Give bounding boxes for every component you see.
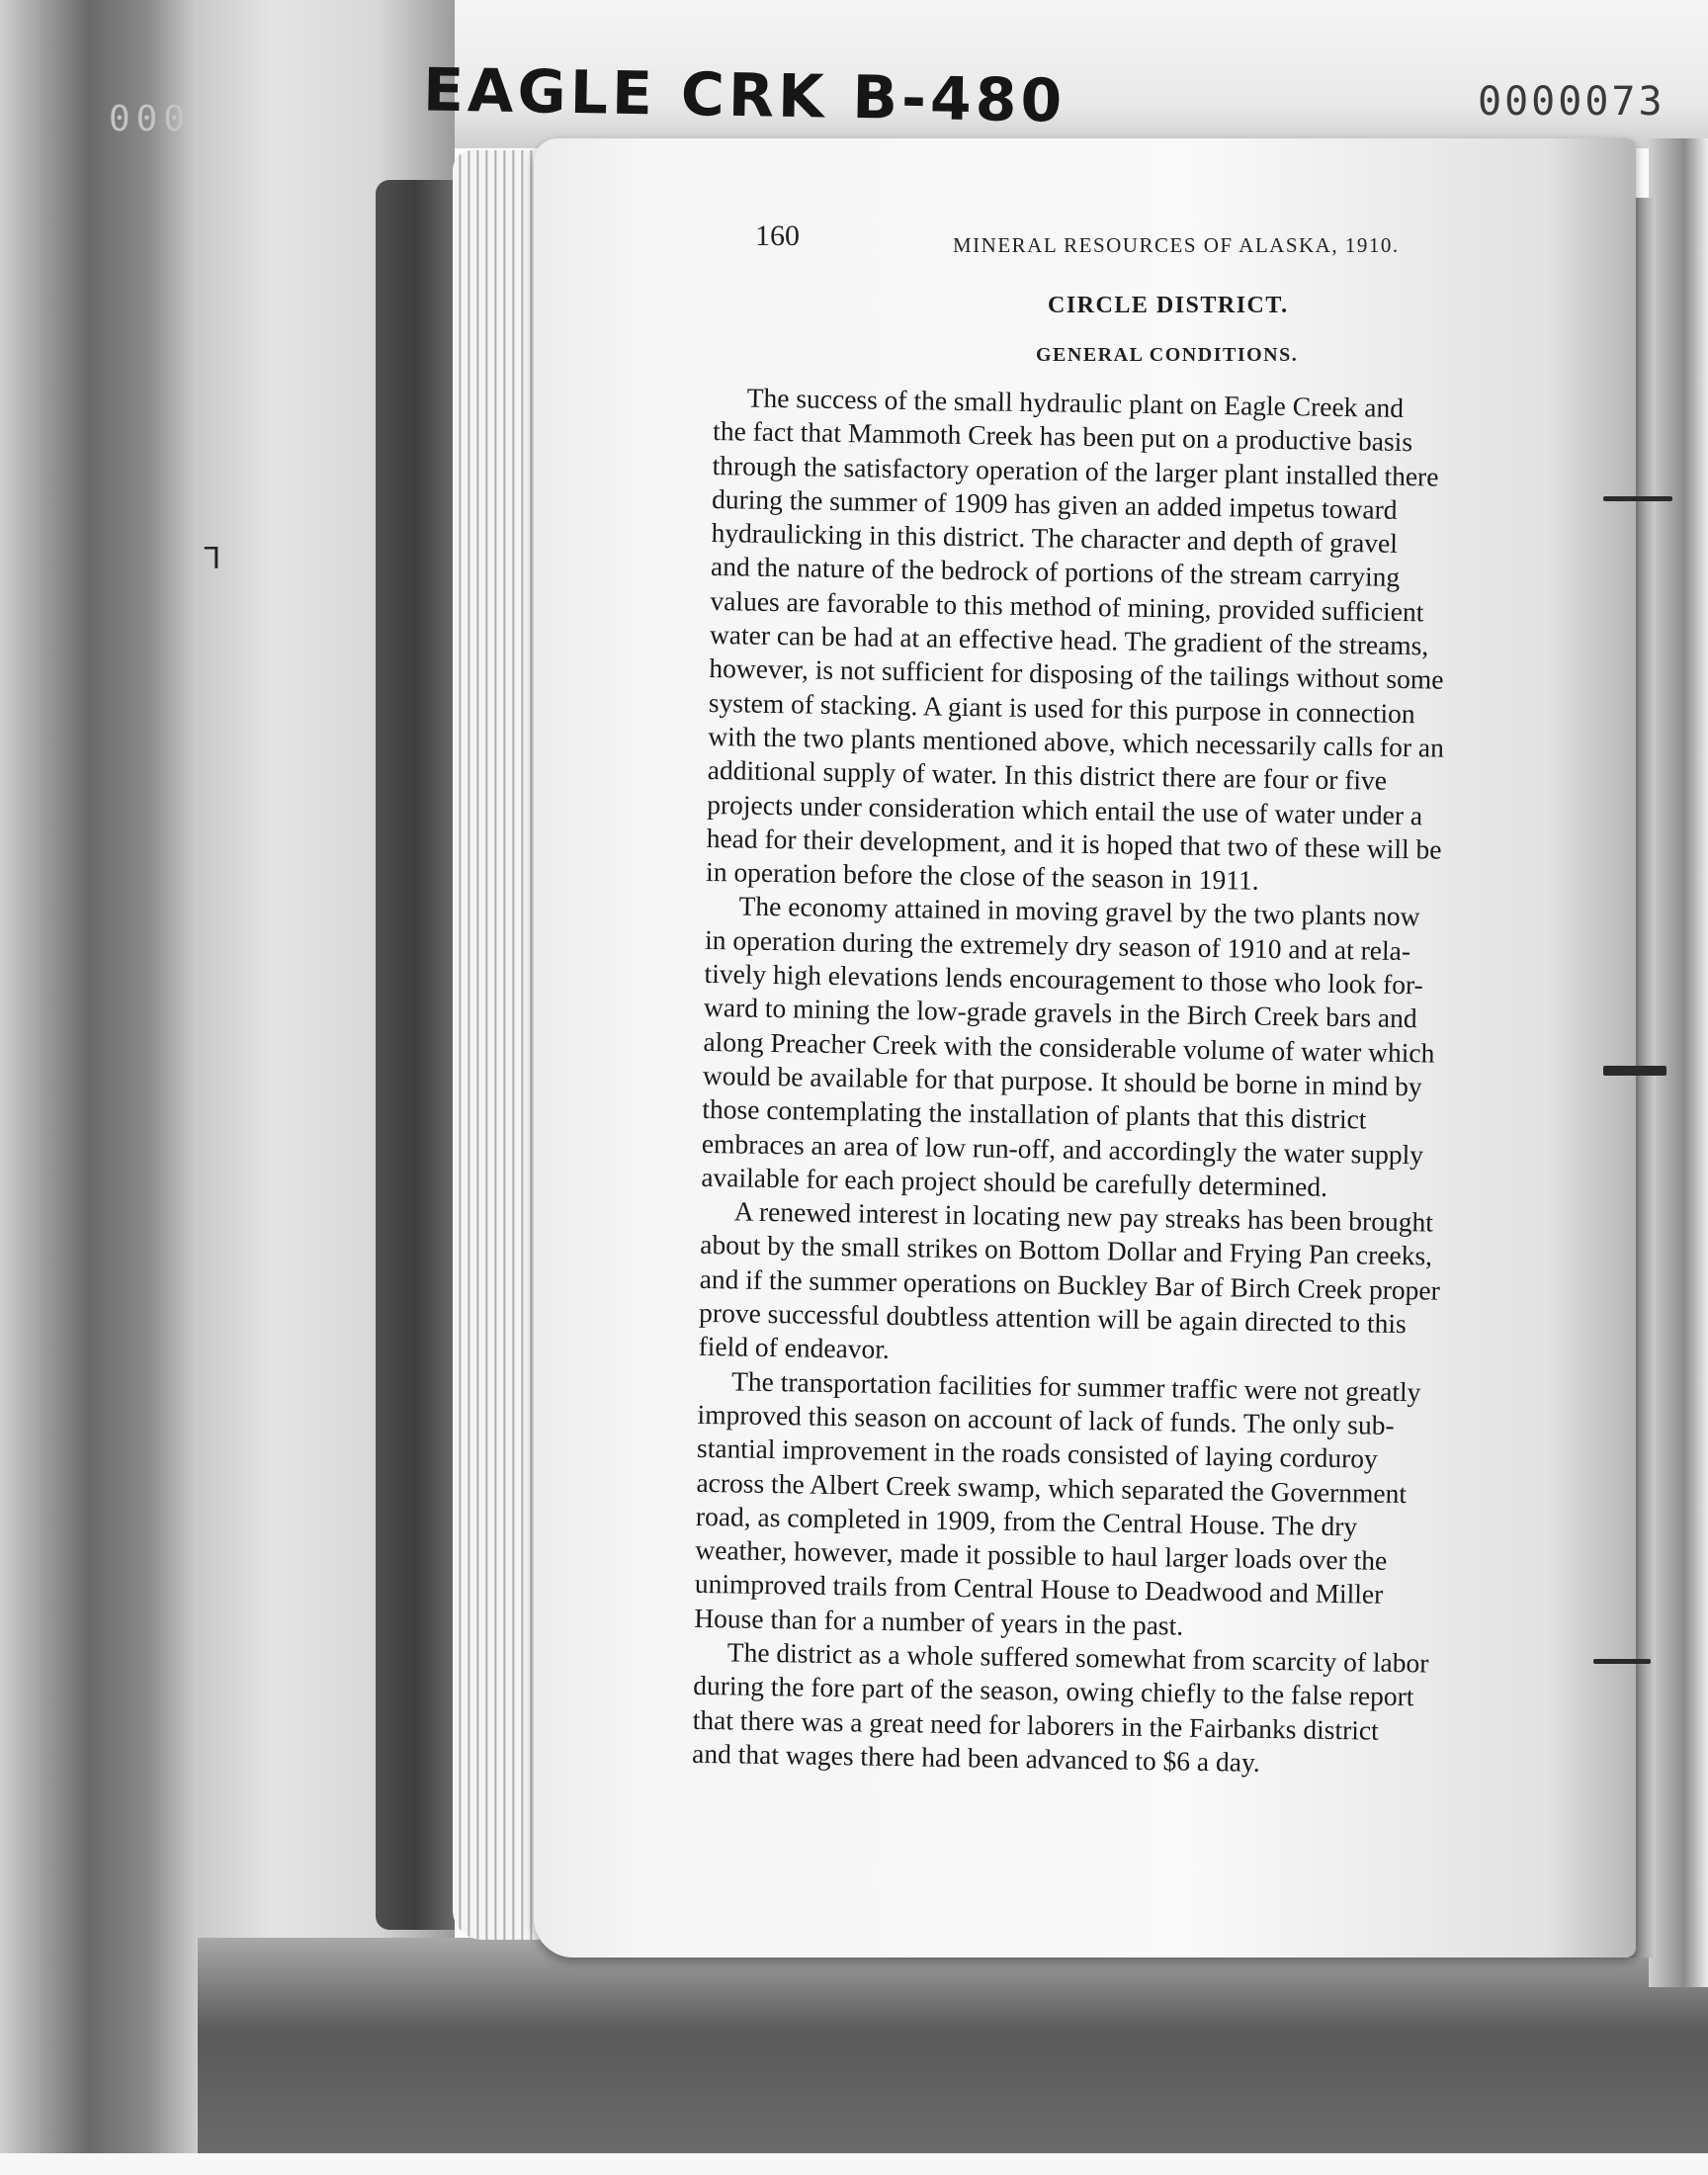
text-line: road, as completed in 1909, from the Central House. The dry bbox=[695, 1500, 1358, 1542]
document-number: 0000073 bbox=[1478, 79, 1665, 125]
text-line: hydraulicking in this district. The character and depth of gravel bbox=[711, 517, 1399, 560]
text-line: the fact that Mammoth Creek has been put on a productive basis bbox=[712, 415, 1413, 458]
text-line: about by the small strikes on Bottom Dollar and Frying Pan creeks, bbox=[700, 1229, 1433, 1271]
text-line: head for their development, and it is hoped that two of these will be bbox=[706, 822, 1442, 865]
handwritten-label: EAGLE CRK B-480 bbox=[422, 55, 1067, 136]
running-head: MINERAL RESOURCES OF ALASKA, 1910. bbox=[953, 233, 1400, 257]
text-line: however, is not sufficient for disposing of the tailings without some bbox=[709, 652, 1444, 696]
book-spine bbox=[376, 180, 455, 1930]
text-line: A renewed interest in locating new pay streaks has been brought bbox=[733, 1195, 1434, 1238]
paragraph bbox=[692, 1635, 1583, 1784]
scan-left-shadow bbox=[0, 0, 198, 2175]
text-line: unimproved trails from Central House to Deadwood and Miller bbox=[694, 1568, 1384, 1610]
text-line: that there was a great need for laborers in the Fairbanks district bbox=[692, 1703, 1380, 1746]
text-line: embraces an area of low run-off, and accordingly the water supply bbox=[701, 1127, 1424, 1170]
text-line: along Preacher Creek with the considerable volume of water which bbox=[703, 1025, 1435, 1069]
text-line: improved this season on account of lack of funds. The only sub- bbox=[697, 1398, 1395, 1440]
margin-mark bbox=[1603, 1066, 1666, 1076]
text-line: through the satisfactory operation of the larger plant installed there bbox=[712, 449, 1439, 492]
faint-stamp-number: 000 bbox=[109, 99, 192, 139]
page-number: 160 bbox=[755, 219, 800, 252]
text-line: in operation before the close of the season in 1911. bbox=[705, 856, 1259, 896]
text-line: projects under consideration which entail the use of water under a bbox=[707, 788, 1423, 830]
text-line: additional supply of water. In this district there are four or five bbox=[707, 754, 1388, 797]
text-line: stantial improvement in the roads consisted of laying corduroy bbox=[696, 1433, 1379, 1474]
text-line: and if the summer operations on Buckley Bar of Birch Creek proper bbox=[699, 1262, 1441, 1306]
text-line: values are favorable to this method of mining, provided sufficient bbox=[710, 584, 1424, 628]
text-line: water can be had at an effective head. The gradient of the streams, bbox=[709, 619, 1429, 661]
text-line: The economy attained in moving gravel by the two plants now bbox=[738, 890, 1420, 932]
text-line: across the Albert Creek swamp, which separated the Government bbox=[696, 1466, 1408, 1509]
text-line: would be available for that purpose. It should be borne in mind by bbox=[702, 1059, 1422, 1102]
text-line: in operation during the extremely dry season of 1910 and at rela- bbox=[704, 923, 1411, 966]
paragraph bbox=[701, 889, 1595, 1208]
text-line: field of endeavor. bbox=[698, 1331, 891, 1365]
text-line: weather, however, made it possible to haul larger loads over the bbox=[695, 1533, 1388, 1576]
margin-tick-mark: ᒣ bbox=[203, 542, 221, 576]
text-line: The transportation facilities for summer traffic were not greatly bbox=[730, 1365, 1421, 1407]
text-line: during the summer of 1909 has given an added impetus toward bbox=[711, 482, 1398, 525]
text-line: available for each project should be carefully determined. bbox=[701, 1161, 1328, 1202]
scan-bottom-shadow bbox=[198, 1938, 1708, 2175]
page-header bbox=[755, 219, 1447, 269]
paragraph bbox=[706, 381, 1603, 904]
text-line: prove successful doubtless attention will be again directed to this bbox=[698, 1296, 1407, 1340]
text-line: during the fore part of the season, owing chiefly to the false report bbox=[693, 1670, 1414, 1712]
margin-mark bbox=[1603, 496, 1672, 501]
paragraph bbox=[698, 1194, 1590, 1378]
scan-right-edge bbox=[1649, 138, 1708, 1987]
body-text bbox=[692, 381, 1603, 1784]
text-line: system of stacking. A giant is used for this purpose in connection bbox=[708, 686, 1415, 729]
paragraph bbox=[694, 1363, 1587, 1648]
text-line: ward to mining the low-grade gravels in the Birch Creek bars and bbox=[703, 992, 1417, 1034]
section-title: CIRCLE DISTRICT. bbox=[1048, 293, 1289, 318]
text-line: tively high elevations lends encouragement to those who look for- bbox=[704, 957, 1424, 1000]
scan-bottom-strip bbox=[0, 2153, 1708, 2175]
text-line: House than for a number of years in the past. bbox=[694, 1602, 1184, 1641]
text-line: and the nature of the bedrock of portions of the stream carrying bbox=[710, 551, 1401, 593]
text-line: The success of the small hydraulic plant on Eagle Creek and bbox=[746, 382, 1405, 423]
text-line: and that wages there had been advanced to $6 a day. bbox=[691, 1737, 1261, 1778]
text-line: those contemplating the installation of plants that this district bbox=[702, 1093, 1367, 1135]
text-line: The district as a whole suffered somewhat from scarcity of labor bbox=[726, 1636, 1429, 1679]
subsection-title: GENERAL CONDITIONS. bbox=[1036, 344, 1299, 366]
margin-mark bbox=[1593, 1659, 1651, 1664]
text-line: with the two plants mentioned above, which necessarily calls for an bbox=[708, 720, 1445, 763]
